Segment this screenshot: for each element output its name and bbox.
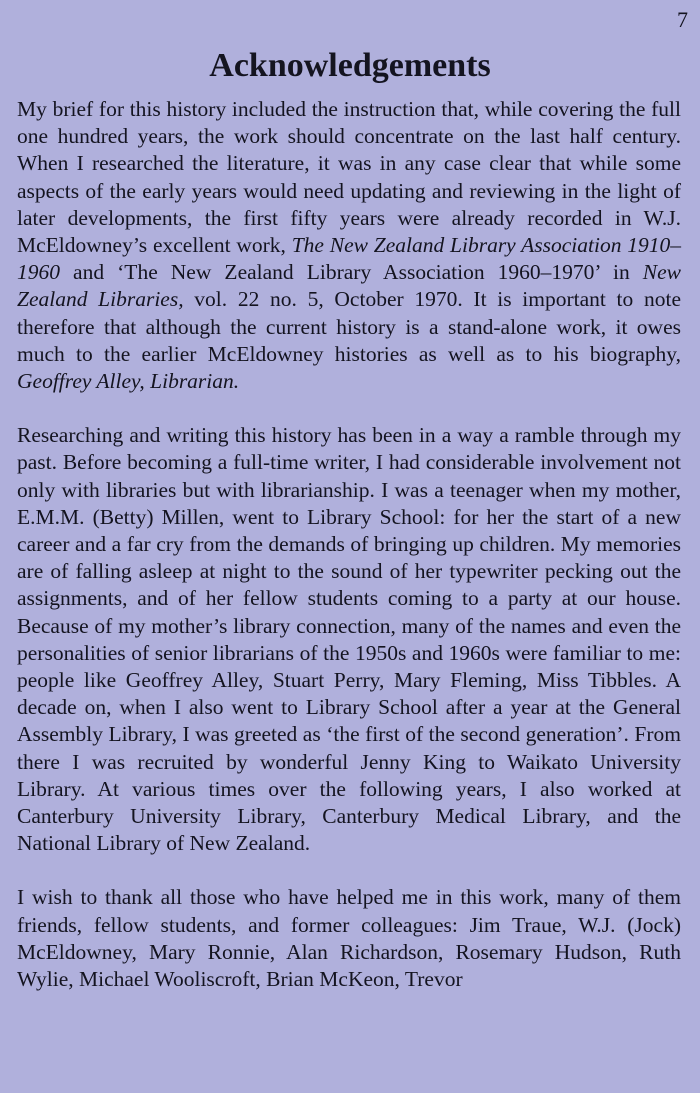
book-title-segment: Geoffrey Alley, Librarian. xyxy=(17,369,240,394)
page-title: Acknowledgements xyxy=(209,47,491,84)
text-segment: I wish to thank all those who have helped me in this work, many of them friends, fellow students, and former colleagues: Jim Traue, W.J. (Jock) McEldowney, Mary Ronnie, Alan Richardson, Rosemary Hudson, Ruth Wylie, Michael Wooliscroft, Brian McKeon, Trevor xyxy=(17,885,681,992)
paragraph-2 xyxy=(17,422,681,857)
text-segment: vol. 22 no. 5, October 1970. It is important to note therefore that although the current history is a stand-alone work, it owes much to the earlier McEldowney histories as well as to his biography, xyxy=(17,287,681,366)
paragraph-3 xyxy=(17,884,681,993)
book-title-segment: The New Zealand Library Association 1910–1960 xyxy=(17,233,681,285)
page-number: 7 xyxy=(677,7,688,32)
text-segment: and ‘The New Zealand Library Association 1960–1970’ in xyxy=(60,260,643,285)
journal-title-segment: New Zealand Libraries, xyxy=(17,260,681,312)
body-text xyxy=(17,96,681,1020)
text-segment: Researching and writing this history has been in a way a ramble through my past. Before becoming a full-time writer, I had considerable involvement not only with libraries but with librarianship. I was a teenager when my mother, E.M.M. (Betty) Millen, went to Library School: for her the start of a new career and a far cry from the demands of bringing up children. My memories are of falling asleep at night to the sound of her typewriter pecking out the assignments, and of her fellow students coming to a party at our house. Because of my mother’s library connection, many of the names and even the personalities of senior librarians of the 1950s and 1960s were familiar to me: people like Geoffrey Alley, Stuart Perry, Mary Fleming, Miss Tibbles. A decade on, when I also went to Library School after a year at the General Assembly Library, I was greeted as ‘the first of the second generation’. From there I was recruited by wonderful Jenny King to Waikato University Library. At various times over the following years, I also worked at Canterbury University Library, Canterbury Medical Library, and the National Library of New Zealand. xyxy=(17,423,681,856)
paragraph-1 xyxy=(17,96,681,395)
text-segment: My brief for this history included the instruction that, while covering the full one hundred years, the work should concentrate on the last half century. When I researched the literature, it was in any case clear that while some aspects of the early years would need updating and reviewing in the light of later developments, the first fifty years were already recorded in W.J. McEldowney’s excellent work, xyxy=(17,97,681,258)
